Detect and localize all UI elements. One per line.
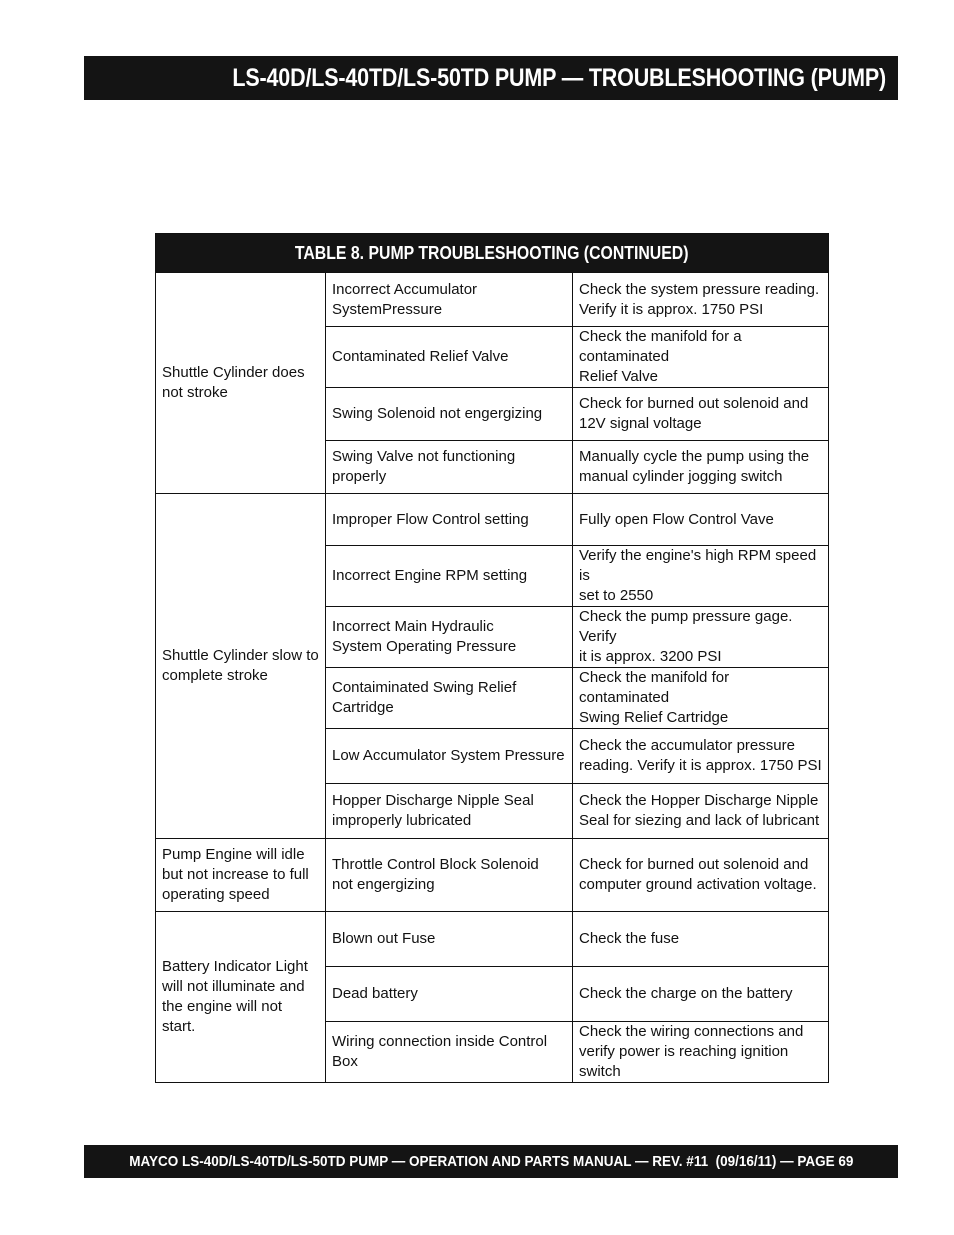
page-title: LS-40D/LS-40TD/LS-50TD PUMP — TROUBLESHOOTING (PUMP): [232, 63, 886, 92]
symptom-text: Shuttle Cylinder slow to complete stroke: [162, 647, 319, 684]
cause-text: Wiring connection inside Control Box: [332, 1033, 548, 1070]
table-caption-row: [156, 234, 829, 273]
remedy-cell: [573, 327, 829, 388]
cause-cell: [326, 1022, 573, 1083]
remedy-cell: [573, 668, 829, 729]
cause-cell: [326, 784, 573, 839]
cause-text: Low Accumulator System Pressure: [332, 747, 565, 764]
remedy-text: Check the manifold for contaminated Swing Relief Cartridge: [579, 669, 730, 726]
cause-cell: [326, 494, 573, 546]
remedy-cell: [573, 1022, 829, 1083]
remedy-text: Check for burned out solenoid and computer ground activation voltage.: [579, 856, 817, 893]
cause-cell: [326, 839, 573, 912]
cause-text: Swing Valve not functioning properly: [332, 448, 516, 485]
symptom-cell: [156, 494, 326, 839]
remedy-cell: [573, 729, 829, 784]
table-row: [156, 912, 829, 967]
cause-text: Hopper Discharge Nipple Seal improperly lubricated: [332, 792, 534, 829]
cause-cell: [326, 546, 573, 607]
cause-text: Contaminated Relief Valve: [332, 348, 509, 365]
remedy-text: Check the charge on the battery: [579, 985, 793, 1002]
symptom-cell: [156, 839, 326, 912]
cause-text: Incorrect Engine RPM setting: [332, 567, 528, 584]
remedy-cell: [573, 912, 829, 967]
cause-cell: [326, 388, 573, 441]
cause-cell: [326, 668, 573, 729]
remedy-text: Check the Hopper Discharge Nipple Seal for siezing and lack of lubricant: [579, 792, 820, 829]
remedy-cell: [573, 784, 829, 839]
table-row: [156, 273, 829, 327]
cause-cell: [326, 327, 573, 388]
symptom-text: Shuttle Cylinder does not stroke: [162, 364, 305, 401]
symptom-cell: [156, 912, 326, 1083]
cause-cell: [326, 273, 573, 327]
remedy-text: Check the wiring connections and verify power is reaching ignition switch: [579, 1023, 804, 1080]
cause-cell: [326, 729, 573, 784]
page-footer-text: MAYCO LS-40D/LS-40TD/LS-50TD PUMP — OPERATION AND PARTS MANUAL — REV. #11 (09/16/11) — PAGE 69: [128, 1153, 854, 1170]
symptom-text: Pump Engine will idle but not increase to full operating speed: [162, 846, 309, 903]
cause-text: Incorrect Accumulator SystemPressure: [332, 280, 478, 318]
remedy-text: Check the system pressure reading. Verify it is approx. 1750 PSI: [579, 280, 820, 318]
cause-text: Throttle Control Block Solenoid not engergizing: [332, 856, 539, 893]
cause-text: Contaiminated Swing Relief Cartridge: [332, 679, 517, 716]
cause-cell: [326, 912, 573, 967]
remedy-cell: [573, 273, 829, 327]
cause-text: Swing Solenoid not engergizing: [332, 405, 543, 422]
remedy-cell: [573, 546, 829, 607]
remedy-text: Verify the engine's high RPM speed is set to 2550: [579, 547, 817, 604]
symptom-cell: [156, 273, 326, 494]
table-row: [156, 494, 829, 546]
cause-text: Dead battery: [332, 985, 418, 1002]
remedy-cell: [573, 441, 829, 494]
remedy-text: Check the manifold for a contaminated Relief Valve: [579, 328, 742, 385]
troubleshooting-table: [155, 233, 829, 1083]
cause-cell: [326, 967, 573, 1022]
cause-text: Improper Flow Control setting: [332, 510, 529, 528]
remedy-cell: [573, 839, 829, 912]
remedy-cell: [573, 967, 829, 1022]
cause-cell: [326, 441, 573, 494]
remedy-text: Check the pump pressure gage. Verify it is approx. 3200 PSI: [579, 608, 793, 665]
remedy-cell: [573, 388, 829, 441]
remedy-text: Manually cycle the pump using the manual cylinder jogging switch: [579, 448, 810, 485]
table-caption: TABLE 8. PUMP TROUBLESHOOTING (CONTINUED): [156, 234, 829, 273]
cause-cell: [326, 607, 573, 668]
cause-text: Blown out Fuse: [332, 930, 436, 947]
remedy-cell: [573, 494, 829, 546]
symptom-text: Battery Indicator Light will not illuminate and the engine will not start.: [162, 958, 308, 1035]
remedy-text: Check for burned out solenoid and 12V signal voltage: [579, 395, 809, 432]
page-footer-bar: [84, 1145, 898, 1178]
cause-text: Incorrect Main Hydraulic System Operating Pressure: [332, 618, 517, 655]
page-header-bar: [84, 56, 898, 100]
table-row: [156, 839, 829, 912]
remedy-text: Fully open Flow Control Vave: [579, 510, 774, 528]
remedy-text: Check the accumulator pressure reading. Verify it is approx. 1750 PSI: [579, 737, 822, 774]
remedy-text: Check the fuse: [579, 930, 680, 947]
remedy-cell: [573, 607, 829, 668]
